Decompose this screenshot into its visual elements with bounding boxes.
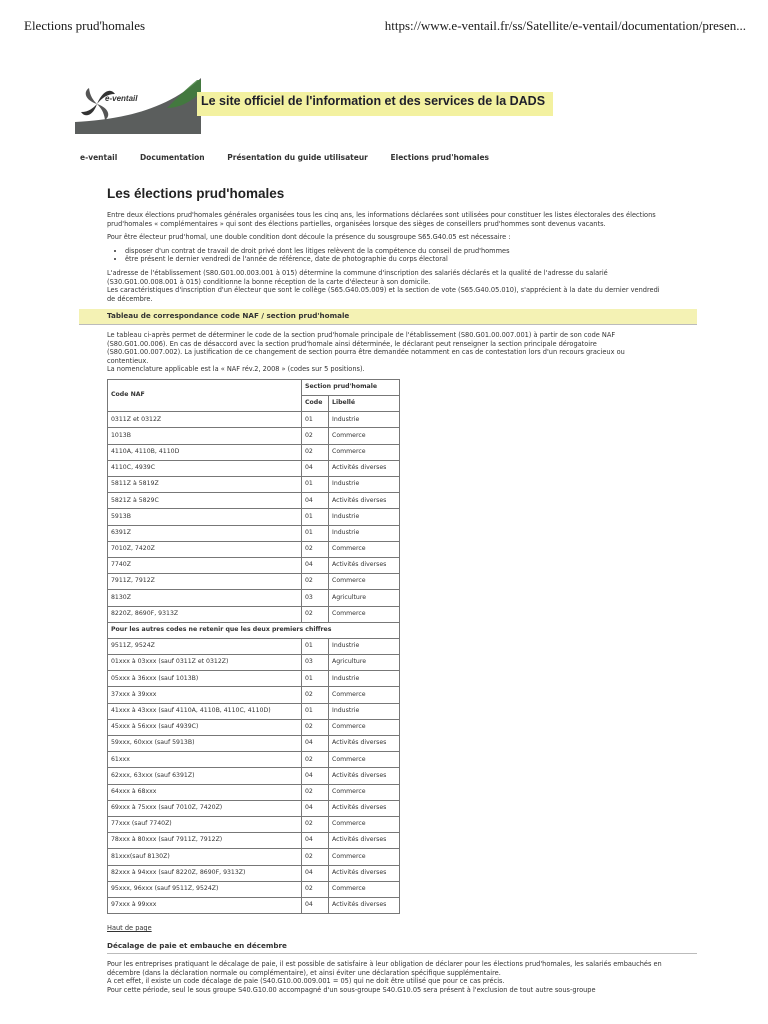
table-row — [108, 493, 400, 509]
naf-code-cell: 69xxx à 75xxx (sauf 7010Z, 7420Z) — [108, 800, 302, 816]
section-code-cell: 04 — [302, 800, 329, 816]
table-row — [108, 833, 400, 849]
section-label-cell: Commerce — [329, 752, 400, 768]
table-row — [108, 671, 400, 687]
nav-item-documentation[interactable]: Documentation — [139, 153, 205, 162]
naf-code-cell: 62xxx, 63xxx (sauf 6391Z) — [108, 768, 302, 784]
banner-title: Le site officiel de l'information et des services de la DADS — [197, 92, 553, 116]
page-title: Les élections prud'homales — [107, 186, 285, 201]
section-label-cell: Commerce — [329, 444, 400, 460]
table-row — [108, 800, 400, 816]
section-label-cell: Activités diverses — [329, 897, 400, 913]
section-code-cell: 01 — [302, 671, 329, 687]
section-code-cell: 02 — [302, 784, 329, 800]
naf-code-cell: 6391Z — [108, 525, 302, 541]
naf-code-cell: 7740Z — [108, 557, 302, 573]
table-row — [108, 897, 400, 913]
table-row — [108, 687, 400, 703]
naf-code-cell: 5811Z à 5819Z — [108, 477, 302, 493]
logo-text: e-ventail — [105, 94, 138, 103]
section-code-cell: 01 — [302, 509, 329, 525]
naf-code-cell: 81xxx(sauf 8130Z) — [108, 849, 302, 865]
section-label-cell: Commerce — [329, 687, 400, 703]
main-content — [107, 186, 667, 1000]
table-row — [108, 736, 400, 752]
section-label-cell: Agriculture — [329, 590, 400, 606]
section-label-cell: Commerce — [329, 428, 400, 444]
nomenclature-paragraph: La nomenclature applicable est la « NAF rév.2, 2008 » (codes sur 5 positions). — [107, 365, 365, 374]
section-label-cell: Activités diverses — [329, 865, 400, 881]
nav-item-e-ventail[interactable]: e-ventail — [80, 153, 118, 162]
naf-paragraph: Le tableau ci-après permet de déterminer le code de la section prud'homale principale de l'établissement (S80.G01.00.007.001) à partir de son code NAF (S80.G01.00.006). En cas de désaccord avec la section prud'homale ainsi déterminée, le déclarant peut renseigner la section principale dérogatoire (S80.G01.00.007.002). La justification de ce changement de section pourra être demandée notamment en cas de contestation lors d'un recours gracieux ou contentieux. — [107, 330, 625, 365]
section-label-cell: Industrie — [329, 638, 400, 654]
table-subheading: Pour les autres codes ne retenir que les deux premiers chiffres — [108, 622, 400, 638]
e-ventail-logo-icon — [75, 78, 201, 134]
table-row — [108, 849, 400, 865]
naf-code-cell: 82xxx à 94xxx (sauf 8220Z, 8690F, 9313Z) — [108, 865, 302, 881]
table-row — [108, 428, 400, 444]
naf-table — [107, 379, 400, 914]
section-code-cell: 02 — [302, 574, 329, 590]
section-code-cell: 04 — [302, 736, 329, 752]
section-label-cell: Commerce — [329, 606, 400, 622]
naf-code-cell: 61xxx — [108, 752, 302, 768]
print-header — [24, 18, 746, 40]
section-label-cell: Commerce — [329, 816, 400, 832]
table-row — [108, 574, 400, 590]
section-code-cell: 02 — [302, 719, 329, 735]
intro-paragraph: Pour être électeur prud'homal, une double condition dont découle la présence du sousgroupe S65.G40.05 est nécessaire : — [107, 233, 511, 242]
table-row — [108, 509, 400, 525]
section-code-cell: 01 — [302, 412, 329, 428]
table-row — [108, 557, 400, 573]
naf-code-cell: 64xxx à 68xxx — [108, 784, 302, 800]
section-code-cell: 01 — [302, 477, 329, 493]
e-ventail-logo[interactable] — [75, 78, 201, 134]
table-row — [108, 525, 400, 541]
table-row — [108, 460, 400, 476]
col-header-section: Section prud'homale — [302, 379, 400, 395]
table-row — [108, 752, 400, 768]
table-row — [108, 541, 400, 557]
section-code-cell: 04 — [302, 460, 329, 476]
section-code-cell: 02 — [302, 428, 329, 444]
decalage-paragraph: Pour les entreprises pratiquant le décalage de paie, il est possible de satisfaire à leur obligation de déclarer pour les élections prud'homales, les salariés embauchés en décembre (dans la déclaration normale ou complémentaire), et ainsi éviter une déclaration spécifique supplémentaire. — [107, 960, 662, 977]
section-code-cell: 04 — [302, 865, 329, 881]
table-row — [108, 412, 400, 428]
section-code-cell: 01 — [302, 525, 329, 541]
back-to-top-link[interactable]: Haut de page — [107, 924, 152, 933]
naf-code-cell: 7010Z, 7420Z — [108, 541, 302, 557]
table-row — [108, 590, 400, 606]
nav-item-guide[interactable]: Présentation du guide utilisateur — [227, 153, 368, 162]
col-header-naf: Code NAF — [108, 379, 302, 411]
naf-code-cell: 5913B — [108, 509, 302, 525]
section-code-cell: 04 — [302, 833, 329, 849]
section-label-cell: Industrie — [329, 671, 400, 687]
section-code-cell: 01 — [302, 638, 329, 654]
section-label-cell: Commerce — [329, 574, 400, 590]
table-row — [108, 655, 400, 671]
section-heading-naf: Tableau de correspondance code NAF / section prud'homale — [79, 309, 697, 325]
decalage-paragraph: Pour cette période, seul le sous groupe S40.G10.00 accompagné d'un sous-groupe S40.G10.05 sera présent à l'exclusion de tout autre sous-groupe — [107, 986, 596, 995]
naf-code-cell: 7911Z, 7912Z — [108, 574, 302, 590]
naf-code-cell: 37xxx à 39xxx — [108, 687, 302, 703]
section-label-cell: Activités diverses — [329, 493, 400, 509]
table-row — [108, 606, 400, 622]
table-row — [108, 784, 400, 800]
section-label-cell: Activités diverses — [329, 557, 400, 573]
print-page-title: Elections prud'homales — [24, 18, 146, 33]
naf-code-cell: 4110C, 4939C — [108, 460, 302, 476]
section-code-cell: 02 — [302, 752, 329, 768]
naf-code-cell: 41xxx à 43xxx (sauf 4110A, 4110B, 4110C, 4110D) — [108, 703, 302, 719]
naf-code-cell: 5821Z à 5829C — [108, 493, 302, 509]
list-item: • disposer d'un contrat de travail de droit privé dont les litiges relèvent de la compétence du conseil de prud'hommes — [125, 247, 667, 256]
address-paragraph: L'adresse de l'établissement (S80.G01.00.003.001 à 015) détermine la commune d'inscription des salariés déclarés et la qualité de l'adresse du salarié (S30.G01.00.008.001 à 015) conditionne la bonne réception de la carte d'électeur à son domicile. — [107, 268, 608, 286]
section-code-cell: 02 — [302, 444, 329, 460]
nav-item-elections[interactable]: Elections prud'homales — [390, 153, 490, 162]
table-row — [108, 703, 400, 719]
naf-code-cell: 59xxx, 60xxx (sauf 5913B) — [108, 736, 302, 752]
section-label-cell: Activités diverses — [329, 800, 400, 816]
section-code-cell: 04 — [302, 557, 329, 573]
table-row — [108, 881, 400, 897]
section-code-cell: 02 — [302, 541, 329, 557]
section-label-cell: Industrie — [329, 703, 400, 719]
site-banner — [75, 78, 605, 138]
inscription-paragraph: Les caractéristiques d'inscription d'un électeur que sont le collège (S65.G40.05.009) et la section de vote (S65.G40.05.010), s'apprécient à la date du dernier vendredi de décembre. — [107, 286, 660, 303]
table-row — [108, 477, 400, 493]
naf-code-cell: 8220Z, 8690F, 9313Z — [108, 606, 302, 622]
print-page-url: https://www.e-ventail.fr/ss/Satellite/e-ventail/documentation/presen... — [384, 18, 746, 33]
section-code-cell: 03 — [302, 655, 329, 671]
section-code-cell: 02 — [302, 816, 329, 832]
naf-code-cell: 78xxx à 80xxx (sauf 7911Z, 7912Z) — [108, 833, 302, 849]
section-code-cell: 02 — [302, 849, 329, 865]
naf-code-cell: 95xxx, 96xxx (sauf 9511Z, 9524Z) — [108, 881, 302, 897]
naf-code-cell: 0311Z et 0312Z — [108, 412, 302, 428]
condition-list — [107, 247, 667, 264]
section-code-cell: 04 — [302, 897, 329, 913]
section-label-cell: Activités diverses — [329, 833, 400, 849]
section-label-cell: Activités diverses — [329, 736, 400, 752]
section-label-cell: Commerce — [329, 784, 400, 800]
naf-code-cell: 4110A, 4110B, 4110D — [108, 444, 302, 460]
naf-code-cell: 05xxx à 36xxx (sauf 1013B) — [108, 671, 302, 687]
section-heading-decalage: Décalage de paie et embauche en décembre — [107, 939, 697, 955]
section-code-cell: 04 — [302, 493, 329, 509]
naf-code-cell: 77xxx (sauf 7740Z) — [108, 816, 302, 832]
table-row — [108, 768, 400, 784]
section-code-cell: 02 — [302, 881, 329, 897]
naf-code-cell: 8130Z — [108, 590, 302, 606]
section-label-cell: Industrie — [329, 412, 400, 428]
list-item: • être présent le dernier vendredi de l'année de référence, date de photographie du corps électoral — [125, 255, 667, 264]
table-row — [108, 638, 400, 654]
section-label-cell: Commerce — [329, 719, 400, 735]
section-code-cell: 02 — [302, 606, 329, 622]
section-label-cell: Activités diverses — [329, 460, 400, 476]
section-label-cell: Agriculture — [329, 655, 400, 671]
section-label-cell: Industrie — [329, 509, 400, 525]
table-row — [108, 816, 400, 832]
naf-code-cell: 1013B — [108, 428, 302, 444]
naf-code-cell: 45xxx à 56xxx (sauf 4939C) — [108, 719, 302, 735]
section-label-cell: Industrie — [329, 525, 400, 541]
col-header-code: Code — [302, 396, 329, 412]
decalage-paragraph: A cet effet, il existe un code décalage de paie (S40.G10.00.009.001 = 05) qui ne doit être utilisé que pour ce cas précis. — [107, 977, 505, 986]
section-code-cell: 03 — [302, 590, 329, 606]
intro-paragraph: Entre deux élections prud'homales générales organisées tous les cinq ans, les informations déclarées sont utilisées pour constituer les listes électorales des élections prud'homales « complémentaires » qui sont des élections partielles, organisées lorsque des sièges de conseillers prud'hommes sont devenus vacants. — [107, 211, 656, 228]
table-row — [108, 865, 400, 881]
section-label-cell: Commerce — [329, 849, 400, 865]
breadcrumb — [80, 153, 509, 162]
col-header-libelle: Libellé — [329, 396, 400, 412]
naf-code-cell: 01xxx à 03xxx (sauf 0311Z et 0312Z) — [108, 655, 302, 671]
table-row — [108, 719, 400, 735]
section-label-cell: Commerce — [329, 881, 400, 897]
naf-code-cell: 97xxx à 99xxx — [108, 897, 302, 913]
naf-code-cell: 9511Z, 9524Z — [108, 638, 302, 654]
section-code-cell: 02 — [302, 687, 329, 703]
section-label-cell: Industrie — [329, 477, 400, 493]
table-row — [108, 444, 400, 460]
table-subheading-row — [108, 622, 400, 638]
section-label-cell: Commerce — [329, 541, 400, 557]
section-code-cell: 01 — [302, 703, 329, 719]
section-code-cell: 04 — [302, 768, 329, 784]
section-label-cell: Activités diverses — [329, 768, 400, 784]
naf-table-body — [108, 412, 400, 914]
